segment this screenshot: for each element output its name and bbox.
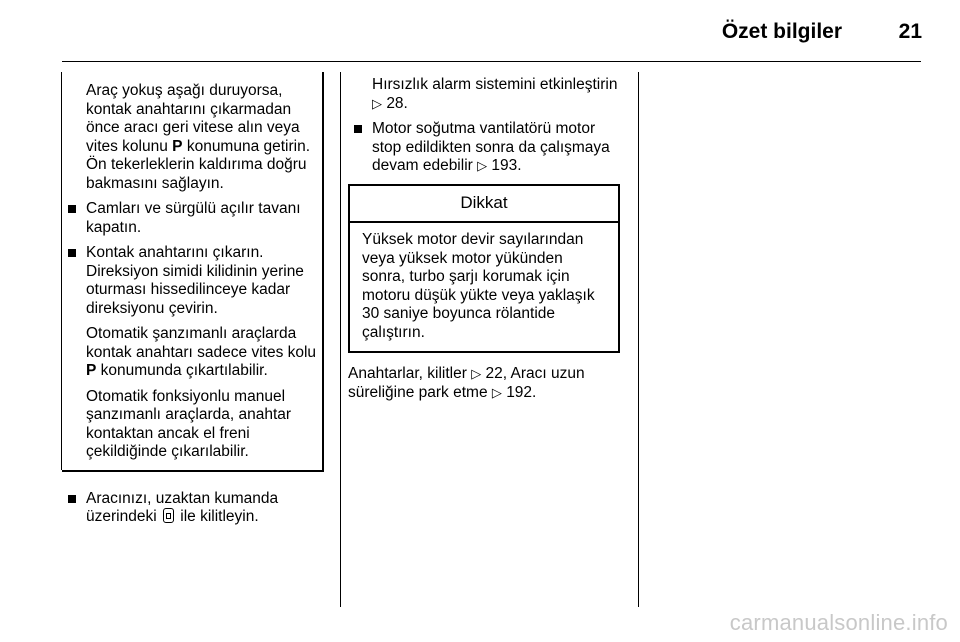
list-item-fan: Motor soğutma vantilatörü motor stop edildikten sonra da çalışmaya devam edebilir ▷ 193. [348, 120, 624, 176]
bullet-icon [68, 495, 76, 503]
list-item-windows: Camları ve sürgülü açılır tavanı kapatın. [62, 200, 318, 237]
list-item-key: Kontak anahtarını çıkarın. Direksiyon simidi kilidinin yerine oturması hissedilinceye kadar direksiyonu çevirin. [62, 244, 318, 318]
bullet-icon [68, 249, 76, 257]
column-left [62, 72, 324, 534]
header-rule [62, 61, 921, 62]
list-item-lock: Aracınızı, uzaktan kumanda üzerindeki ile kilitleyin. [62, 490, 324, 527]
caution-title: Dikkat [350, 186, 618, 224]
remote-lock-icon [163, 508, 174, 523]
continued-box [62, 72, 324, 472]
column-divider-right [638, 72, 639, 607]
caution-box [348, 184, 620, 354]
page-header [0, 0, 960, 62]
automatic-paragraph: Otomatik şanzımanlı araçlarda kontak anahtarı sadece vites kolu P konumunda çıkartılabilir. [86, 325, 317, 379]
bullet-icon [68, 205, 76, 213]
column-divider-mid [340, 72, 341, 607]
cross-ref-icon: ▷ [491, 384, 502, 400]
box-paragraph: Araç yokuş aşağı duruyorsa, kontak anahtarını çıkarmadan önce aracı geri vitese alın veya vites kolunu P konumuna getirin. Ön tekerleklerin kaldırıma doğru bakmasını sağlayın. [86, 82, 311, 192]
caution-body: Yüksek motor devir sayılarından veya yüksek motor yükünden sonra, turbo şarjı korumak için motoru düşük yükte veya yaklaşık 30 saniye boyunca rölantide çalıştırın. [362, 231, 595, 341]
cross-ref-icon: ▷ [471, 366, 482, 381]
references-paragraph: Anahtarlar, kilitler ▷ 22, Aracı uzun süreliğine park etme ▷ 192. [348, 365, 585, 401]
column-middle [348, 76, 624, 402]
alarm-paragraph: Hırsızlık alarm sistemini etkinleştirin ▷ 28. [372, 76, 618, 112]
page-number: 21 [898, 20, 922, 43]
cross-ref-icon: ▷ [372, 95, 382, 111]
footer-watermark: carmanualsonline.info [729, 610, 948, 635]
cross-ref-icon: ▷ [477, 158, 488, 173]
bullet-icon [354, 125, 362, 133]
page-title: Özet bilgiler [721, 20, 842, 43]
manual-paragraph: Otomatik fonksiyonlu manuel şanzımanlı araçlarda, anahtar kontaktan ancak el freni çekildiğinde çıkarılabilir. [86, 387, 292, 460]
